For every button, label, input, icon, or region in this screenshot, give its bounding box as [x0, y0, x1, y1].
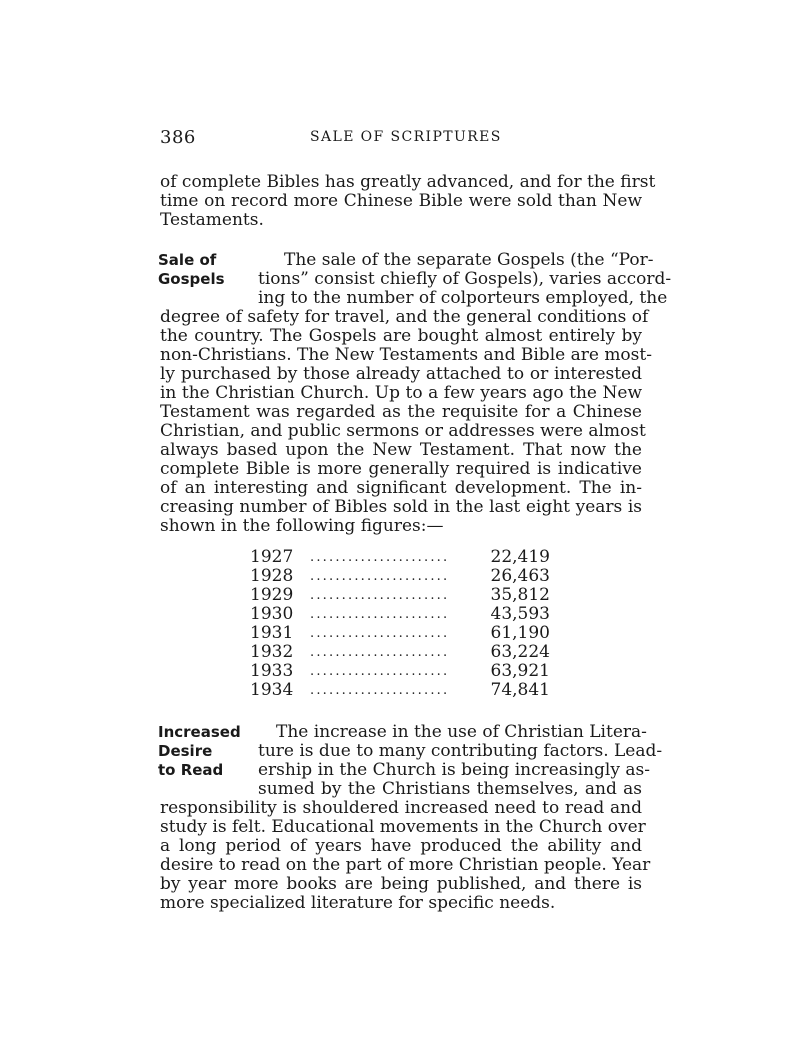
dot-leader: ......................	[310, 588, 450, 603]
year-cell: 1927	[250, 547, 294, 567]
text-line: always based upon the New Testament. That now the	[160, 440, 642, 460]
text-line: Testament was regarded as the requisite for a Chinese	[160, 402, 642, 422]
table-row	[250, 567, 550, 586]
text-line: The sale of the separate Gospels (the “Por-	[284, 250, 654, 270]
year-cell: 1934	[250, 680, 294, 700]
running-title: SALE OF SCRIPTURES	[310, 129, 502, 145]
dot-leader: ......................	[310, 664, 450, 679]
text-line: complete Bible is more generally required is indicative	[160, 459, 642, 479]
text-line: tions” consist chiefly of Gospels), varies accord-	[258, 269, 672, 289]
text-line: time on record more Chinese Bible were sold than New	[160, 191, 642, 211]
text-line: ership in the Church is being increasingly as-	[258, 760, 650, 780]
text-line: responsibility is shouldered increased need to read and	[160, 798, 642, 818]
text-line: Testaments.	[160, 210, 264, 230]
table-row	[250, 586, 550, 605]
table-row	[250, 605, 550, 624]
text-line: the country. The Gospels are bought almost entirely by	[160, 326, 642, 346]
text-line: ing to the number of colporteurs employed, the	[258, 288, 668, 308]
dot-leader: ......................	[310, 683, 450, 698]
side-heading-gospels: Gospels	[158, 270, 225, 288]
text-line: study is felt. Educational movements in the Church over	[160, 817, 646, 837]
sales-value-cell: 61,190	[490, 623, 550, 643]
table-row	[250, 662, 550, 681]
dot-leader: ......................	[310, 550, 450, 565]
year-cell: 1929	[250, 585, 294, 605]
sales-value-cell: 35,812	[490, 585, 550, 605]
side-heading-increased: Increased	[158, 723, 241, 741]
table-row	[250, 681, 550, 700]
table-row	[250, 624, 550, 643]
text-line: a long period of years have produced the ability and	[160, 836, 642, 856]
dot-leader: ......................	[310, 626, 450, 641]
dot-leader: ......................	[310, 607, 450, 622]
year-cell: 1930	[250, 604, 294, 624]
side-heading-to-read: to Read	[158, 761, 224, 779]
text-line: shown in the following figures:—	[160, 516, 444, 536]
sales-value-cell: 63,224	[490, 642, 550, 662]
sales-value-cell: 22,419	[490, 547, 550, 567]
text-line: of complete Bibles has greatly advanced, and for the first	[160, 172, 656, 192]
sales-value-cell: 63,921	[490, 661, 550, 681]
year-cell: 1931	[250, 623, 294, 643]
text-line: more specialized literature for specific needs.	[160, 893, 556, 913]
year-cell: 1933	[250, 661, 294, 681]
text-line: The increase in the use of Christian Litera-	[276, 722, 647, 742]
dot-leader: ......................	[310, 645, 450, 660]
page-header	[160, 127, 642, 151]
table-row	[250, 548, 550, 567]
text-line: sumed by the Christians themselves, and as	[258, 779, 642, 799]
page-number: 386	[160, 127, 196, 148]
table-row	[250, 643, 550, 662]
text-line: ly purchased by those already attached to or interested	[160, 364, 642, 384]
year-cell: 1928	[250, 566, 294, 586]
text-line: creasing number of Bibles sold in the last eight years is	[160, 497, 642, 517]
text-line: by year more books are being published, and there is	[160, 874, 642, 894]
side-heading-desire: Desire	[158, 742, 213, 760]
sales-value-cell: 43,593	[490, 604, 550, 624]
text-line: in the Christian Church. Up to a few years ago the New	[160, 383, 642, 403]
side-heading-sale-of: Sale of	[158, 251, 217, 269]
text-line: ture is due to many contributing factors. Lead-	[258, 741, 663, 761]
sales-value-cell: 26,463	[490, 566, 550, 586]
text-line: of an interesting and significant development. The in-	[160, 478, 642, 498]
year-cell: 1932	[250, 642, 294, 662]
text-line: Christian, and public sermons or addresses were almost	[160, 421, 646, 441]
sales-value-cell: 74,841	[490, 680, 550, 700]
text-line: desire to read on the part of more Christian people. Year	[160, 855, 651, 875]
text-line: degree of safety for travel, and the general conditions of	[160, 307, 649, 327]
text-line: non-Christians. The New Testaments and Bible are most-	[160, 345, 652, 365]
dot-leader: ......................	[310, 569, 450, 584]
